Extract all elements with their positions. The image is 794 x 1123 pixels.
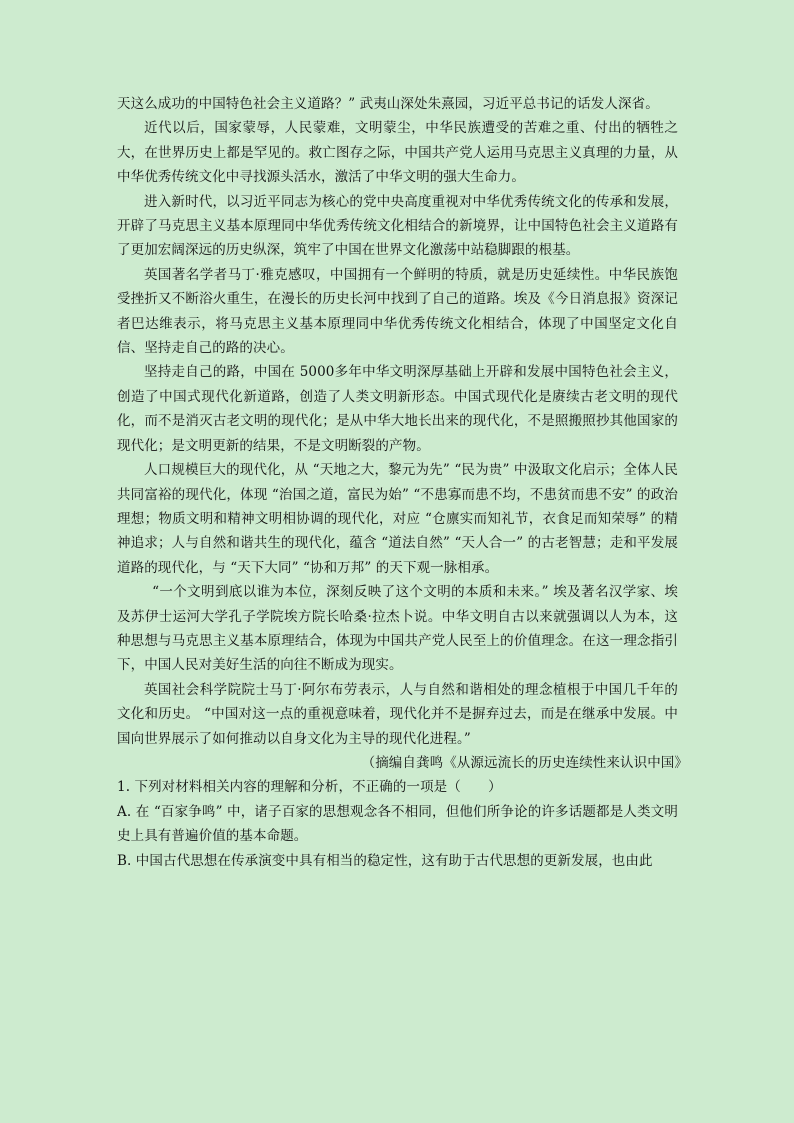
article-paragraph: “一个文明到底以谁为本位，深刻反映了这个文明的本质和未来。” 埃及著名汉学家、埃及苏伊士运河大学孔子学院埃方院长哈桑·拉杰卜说。中华文明自古以来就强调以人为本，这种思想与马克思主义基本原理结合，体现为中国共产党人民至上的价值理念。在这一理念指引下，中国人民对美好生活的向往不断成为现实。 — [117, 584, 678, 674]
article-paragraph: 人口规模巨大的现代化，从 “天地之大，黎元为先” “民为贵” 中汲取文化启示；全体人民共同富裕的现代化，体现 “治国之道，富民为始” “不患寡而患不均，不患贫而患不安” 的政治理想；物质文明和精神文明相协调的现代化，对应 “仓廪实而知礼节，衣食足而知荣辱” 的精神追求；人与自然和谐共生的现代化，蕴含 “道法自然” “天人合一” 的古老智慧；走和平发展道路的现代化，与 “天下大同” “协和万邦” 的天下观一脉相承。 — [117, 462, 678, 576]
article-paragraph: 英国著名学者马丁·雅克感叹，中国拥有一个鲜明的特质，就是历史延续性。中华民族饱受挫折又不断浴火重生，在漫长的历史长河中找到了自己的道路。埃及《今日消息报》资深记者巴达维表示，将马克思主义基本原理同中华优秀传统文化相结合，体现了中国坚定文化自信、坚持走自己的路的决心。 — [117, 266, 678, 357]
question-stem: 1. 下列对材料相关内容的理解和分析，不正确的一项是（ ） — [117, 779, 502, 796]
article-paragraph: 英国社会科学院院士马丁·阿尔布劳表示，人与自然和谐相处的理念植根于中国几千年的文化和历史。 “中国对这一点的重视意味着，现代化并不是摒弃过去，而是在继承中发展。中国向世界展示了如何推动以自身文化为主导的现代化进程。” — [117, 681, 678, 747]
article-paragraph: 进入新时代，以习近平同志为核心的党中央高度重视对中华优秀传统文化的传承和发展，开辟了马克思主义基本原理同中华优秀传统文化相结合的新境界，让中国特色社会主义道路有了更加宏阔深远的历史纵深，筑牢了中国在世界文化激荡中站稳脚跟的根基。 — [117, 193, 678, 259]
question-option-b: B. 中国古代思想在传承演变中具有相当的稳定性，这有助于古代思想的更新发展，也由此 — [117, 852, 653, 869]
article-paragraph: 天这么成功的中国特色社会主义道路？” 武夷山深处朱熹园，习近平总书记的话发人深省。 — [117, 96, 659, 112]
article-source: （摘编自龚鸣《从源远流长的历史连续性来认识中国》 — [361, 754, 688, 771]
article-paragraph: 近代以后，国家蒙辱，人民蒙难，文明蒙尘，中华民族遭受的苦难之重、付出的牺牲之大，在世界历史上都是罕见的。救亡图存之际，中国共产党人运用马克思主义真理的力量，从中华优秀传统文化中寻找源头活水，激活了中华文明的强大生命力。 — [117, 120, 678, 186]
article-paragraph: 坚持走自己的路，中国在 5000多年中华文明深厚基础上开辟和发展中国特色社会主义，创造了中国式现代化新道路，创造了人类文明新形态。中国式现代化是赓续古老文明的现代化，而不是消灭古老文明的现代化；是从中华大地长出来的现代化，不是照搬照抄其他国家的现代化；是文明更新的结果，不是文明断裂的产物。 — [117, 364, 678, 454]
question-option-a: A. 在 “百家争鸣” 中，诸子百家的思想观念各不相同，但他们所争论的许多话题都是人类文明史上具有普遍价值的基本命题。 — [117, 803, 678, 845]
